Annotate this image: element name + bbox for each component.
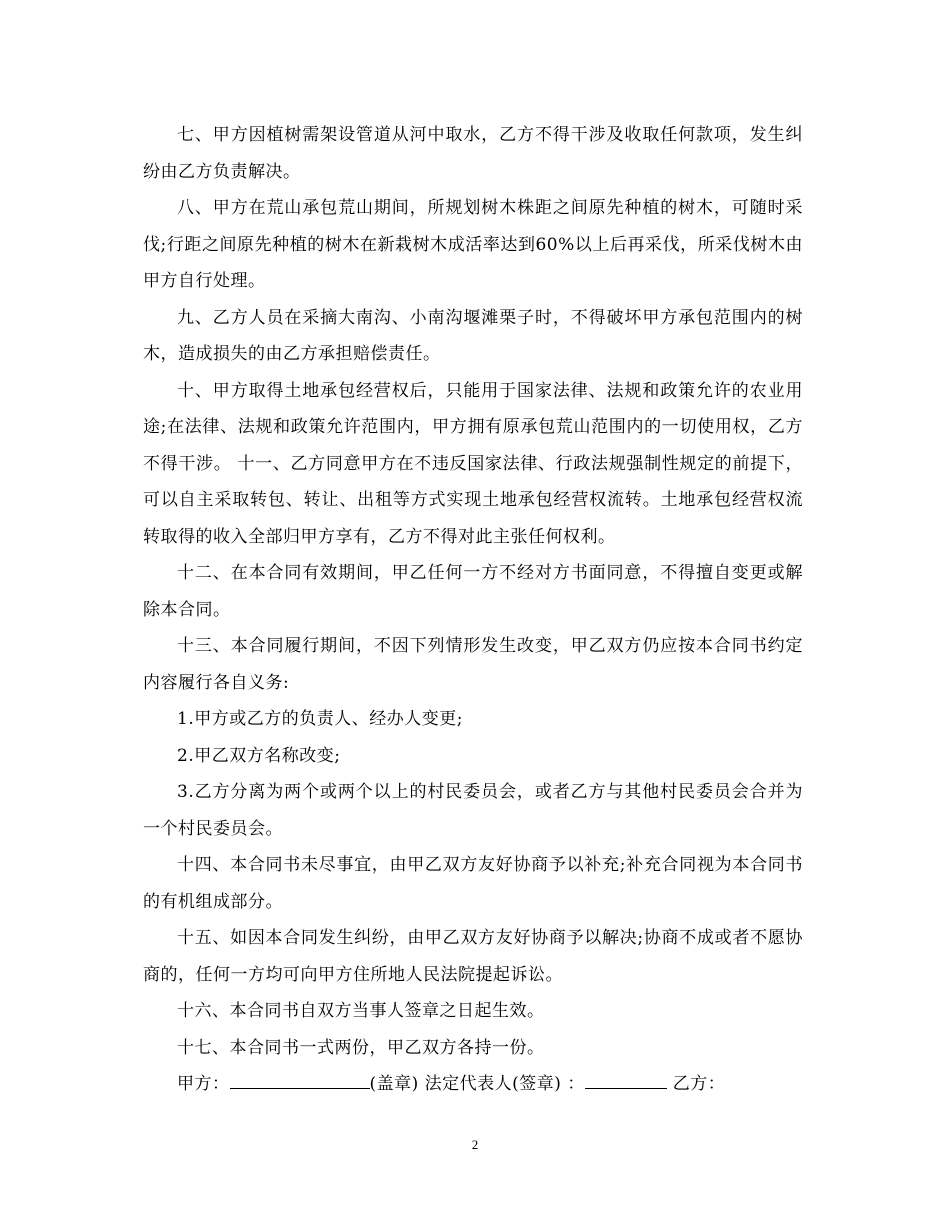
paragraph-12: 十二、在本合同有效期间，甲乙任何一方不经对方书面同意，不得擅自变更或解除本合同。 xyxy=(143,563,803,620)
paragraph-17: 十七、本合同书一式两份，甲乙双方各持一份。 xyxy=(177,1037,545,1058)
paragraph-13-item-2: 2.甲乙双方名称改变; xyxy=(177,745,341,766)
party-a-label: 甲方： xyxy=(177,1074,230,1094)
paragraph-13-item-3: 3.乙方分离为两个或两个以上的村民委员会，或者乙方与其他村民委员会合并为一个村民委员会。 xyxy=(143,782,803,839)
paragraph-9: 九、乙方人员在采摘大南沟、小南沟堰滩栗子时，不得破坏甲方承包范围内的树木，造成损失的由乙方承担赔偿责任。 xyxy=(143,307,803,364)
document-body xyxy=(143,117,803,1103)
paragraph-15: 十五、如因本合同发生纠纷，由甲乙双方友好协商予以解决;协商不成或者不愿协商的，任何一方均可向甲方住所地人民法院提起诉讼。 xyxy=(143,928,803,985)
paragraph-10-11: 十、甲方取得土地承包经营权后，只能用于国家法律、法规和政策允许的农业用途;在法律、法规和政策允许范围内，甲方拥有原承包荒山范围内的一切使用权，乙方不得干涉。 十一、乙方同意甲方在不违反国家法律、行政法规强制性规定的前提下，可以自主采取转包、转让、出租等方式实现土地承包经营权流转。土地承包经营权流转取得的收入全部归甲方享有，乙方不得对此主张任何权利。 xyxy=(143,380,803,547)
paragraph-7: 七、甲方因植树需架设管道从河中取水，乙方不得干涉及收取任何款项，发生纠纷由乙方负责解决。 xyxy=(143,125,803,182)
legal-rep-label: 法定代表人(签章) ： xyxy=(424,1074,585,1094)
paragraph-8: 八、甲方在荒山承包荒山期间，所规划树木株距之间原先种植的树木，可随时采伐;行距之间原先种植的树木在新栽树木成活率达到60%以上后再采伐，所采伐树木由甲方自行处理。 xyxy=(143,198,803,291)
signature-line xyxy=(143,1066,803,1103)
party-a-blank[interactable] xyxy=(230,1070,370,1089)
paragraph-13-item-1: 1.甲方或乙方的负责人、经办人变更; xyxy=(177,709,463,729)
seal-label: (盖章) xyxy=(369,1074,419,1094)
paragraph-13: 十三、本合同履行期间，不因下列情形发生改变，甲乙双方仍应按本合同书约定内容履行各自义务: xyxy=(143,636,803,693)
paragraph-14: 十四、本合同书未尽事宜，由甲乙双方友好协商予以补充;补充合同视为本合同书的有机组成部分。 xyxy=(143,855,803,912)
paragraph-16: 十六、本合同书自双方当事人签章之日起生效。 xyxy=(177,1001,545,1021)
legal-rep-blank[interactable] xyxy=(585,1070,667,1089)
party-b-label: 乙方： xyxy=(672,1074,726,1094)
page-number: 2 xyxy=(471,1137,479,1152)
